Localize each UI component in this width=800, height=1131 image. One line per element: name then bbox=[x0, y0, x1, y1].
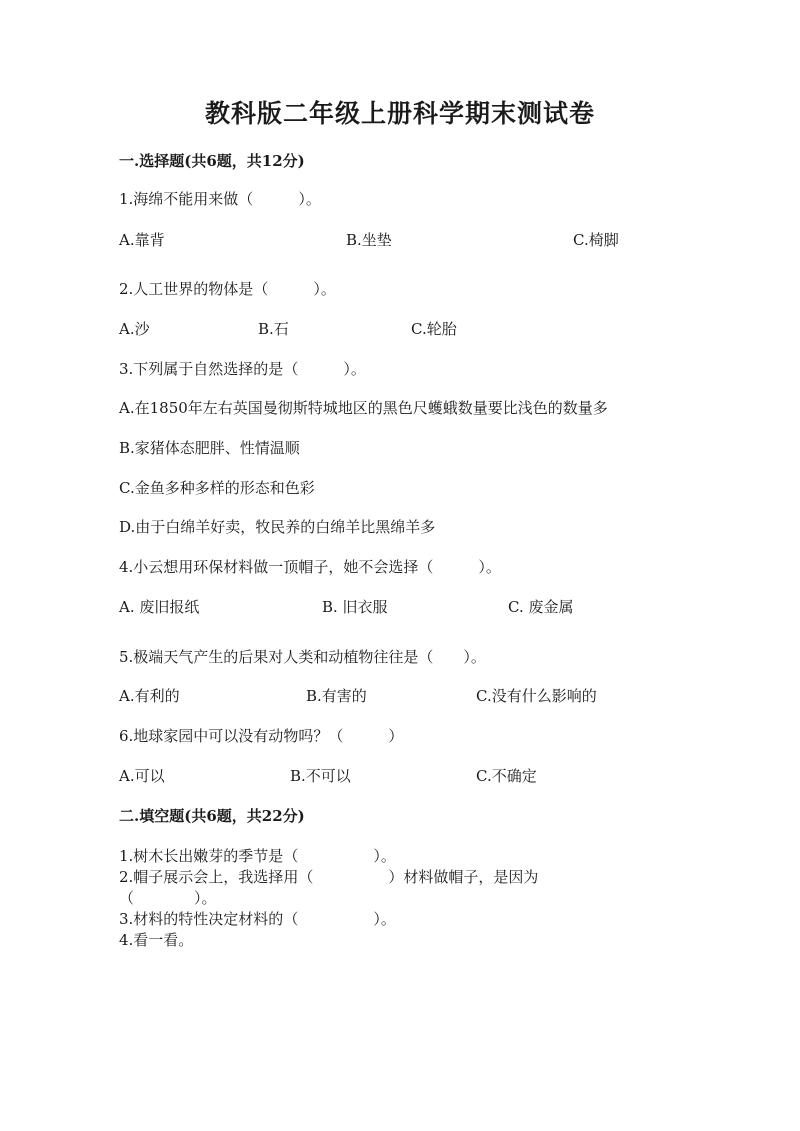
q5-option-c: C.没有什么影响的 bbox=[476, 687, 597, 705]
question-2: 2.人工世界的物体是（ ）。 bbox=[119, 280, 336, 298]
q4-option-c: C. 废金属 bbox=[508, 598, 574, 616]
q2-option-b: B.石 bbox=[258, 320, 289, 338]
q3-option-b: B.家猪体态肥胖、性情温顺 bbox=[119, 439, 300, 457]
q1-option-a: A.靠背 bbox=[119, 231, 165, 249]
fill-question-2: 2.帽子展示会上，我选择用（ ）材料做帽子，是因为 bbox=[119, 868, 539, 886]
page-title: 教科版二年级上册科学期末测试卷 bbox=[204, 99, 595, 128]
question-3: 3.下列属于自然选择的是（ ）。 bbox=[119, 360, 366, 378]
q3-option-c: C.金鱼多种多样的形态和色彩 bbox=[119, 479, 315, 497]
fill-question-1: 1.树木长出嫩芽的季节是（ ）。 bbox=[119, 847, 396, 865]
q3-option-d: D.由于白绵羊好卖，牧民养的白绵羊比黑绵羊多 bbox=[119, 518, 436, 536]
fill-question-4: 4.看一看。 bbox=[119, 931, 194, 949]
q6-option-c: C.不确定 bbox=[476, 767, 537, 785]
fill-question-2-continued: （ ）。 bbox=[119, 889, 217, 907]
q4-option-b: B. 旧衣服 bbox=[322, 598, 388, 616]
fill-question-3: 3.材料的特性决定材料的（ ）。 bbox=[119, 910, 396, 928]
q6-option-a: A.可以 bbox=[119, 767, 165, 785]
q3-option-a: A.在1850年左右英国曼彻斯特城地区的黑色尺蠖蛾数量要比浅色的数量多 bbox=[119, 399, 608, 417]
question-1: 1.海绵不能用来做（ ）。 bbox=[119, 190, 321, 208]
question-5: 5.极端天气产生的后果对人类和动植物往往是（ ）。 bbox=[119, 648, 486, 666]
q2-option-a: A.沙 bbox=[119, 320, 150, 338]
q1-option-c: C.椅脚 bbox=[573, 231, 619, 249]
q5-option-b: B.有害的 bbox=[306, 687, 367, 705]
question-4: 4.小云想用环保材料做一顶帽子，她不会选择（ ）。 bbox=[119, 558, 501, 576]
q2-option-c: C.轮胎 bbox=[411, 320, 457, 338]
question-6: 6.地球家园中可以没有动物吗？（ ） bbox=[119, 727, 404, 745]
q6-option-b: B.不可以 bbox=[290, 767, 351, 785]
q4-option-a: A. 废旧报纸 bbox=[119, 598, 200, 616]
section-heading-fill-blank: 二.填空题(共6题，共22分) bbox=[119, 807, 305, 825]
q5-option-a: A.有利的 bbox=[119, 687, 180, 705]
section-heading-choice: 一.选择题(共6题，共12分) bbox=[119, 152, 305, 170]
q1-option-b: B.坐垫 bbox=[346, 231, 392, 249]
